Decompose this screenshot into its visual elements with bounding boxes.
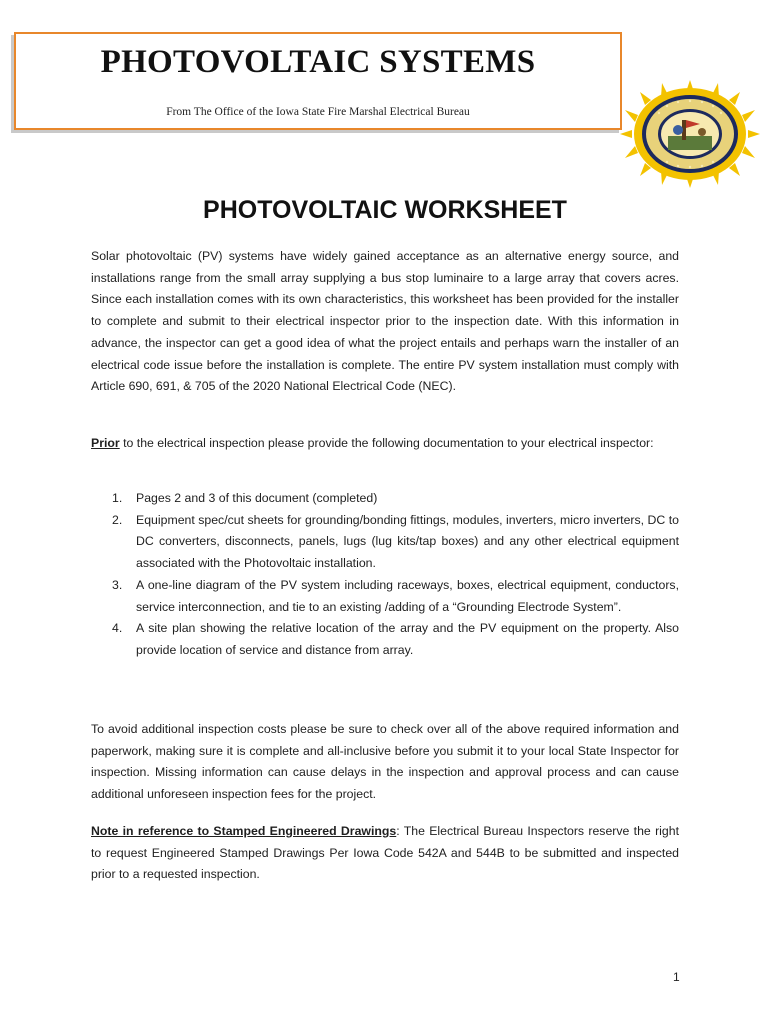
page-header-subtitle: From The Office of the Iowa State Fire Marshal Electrical Bureau bbox=[166, 106, 470, 118]
prior-paragraph bbox=[91, 433, 679, 455]
list-item bbox=[91, 510, 679, 575]
list-item-text: Equipment spec/cut sheets for grounding/bonding fittings, modules, inverters, micro inverters, DC to DC converters, disconnects, panels, lugs (lug kits/tap boxes) and any other electrical equipment associated with the Photovoltaic installation. bbox=[136, 512, 679, 571]
prior-label: Prior bbox=[91, 436, 120, 450]
note-paragraph bbox=[91, 821, 679, 886]
state-fire-marshal-seal-icon bbox=[620, 80, 760, 188]
list-item-text: A one-line diagram of the PV system including raceways, boxes, electrical equipment, conductors, service interconnection, and tie to an existing /adding of a “Grounding Electrode System”. bbox=[136, 577, 679, 614]
list-item-text: Pages 2 and 3 of this document (completed) bbox=[136, 491, 378, 505]
documentation-list bbox=[91, 488, 679, 662]
prior-text: to the electrical inspection please provide the following documentation to your electrical inspector: bbox=[119, 436, 654, 450]
page-number: 1 bbox=[673, 970, 680, 984]
list-item-number: 4. bbox=[112, 621, 123, 636]
list-item bbox=[91, 488, 679, 510]
list-item bbox=[91, 618, 679, 661]
note-text: : The Electrical Bureau Inspectors reserve the right to request Engineered Stamped Drawings Per Iowa Code 542A and 544B to be submitted and inspected prior to a requested inspection. bbox=[91, 824, 679, 882]
list-item-text: A site plan showing the relative location of the array and the PV equipment on the property. Also provide location of service and distance from array. bbox=[136, 621, 679, 657]
page-header-title: PHOTOVOLTAIC SYSTEMS bbox=[100, 44, 536, 80]
list-item-number: 3. bbox=[112, 577, 123, 592]
avoid-costs-paragraph: To avoid additional inspection costs please be sure to check over all of the above required information and paperwork, making sure it is complete and all-inclusive before you submit it to your local State Inspector for inspection. Missing information can cause delays in the inspection and approval process and can cause additional unforeseen inspection fees for the project. bbox=[91, 722, 679, 802]
header-banner bbox=[14, 32, 622, 130]
list-item-number: 1. bbox=[112, 491, 123, 505]
intro-paragraph: Solar photovoltaic (PV) systems have widely gained acceptance as an alternative energy source, and installations range from the small array supplying a bus stop luminaire to a large array that covers acres. Since each installation comes with its own characteristics, this worksheet has been provided for the installer to complete and submit to their electrical inspector prior to the inspection date. With this information in advance, the inspector can get a good idea of what the project entails and perhaps warn the installer of an electrical code issue before the installation is complete. The entire PV system installation must comply with Article 690, 691, & 705 of the 2020 National Electrical Code (NEC). bbox=[91, 249, 679, 394]
list-item bbox=[91, 575, 679, 618]
worksheet-title: PHOTOVOLTAIC WORKSHEET bbox=[203, 196, 567, 224]
list-item-number: 2. bbox=[112, 512, 123, 527]
note-label: Note in reference to Stamped Engineered Drawings bbox=[91, 824, 397, 838]
